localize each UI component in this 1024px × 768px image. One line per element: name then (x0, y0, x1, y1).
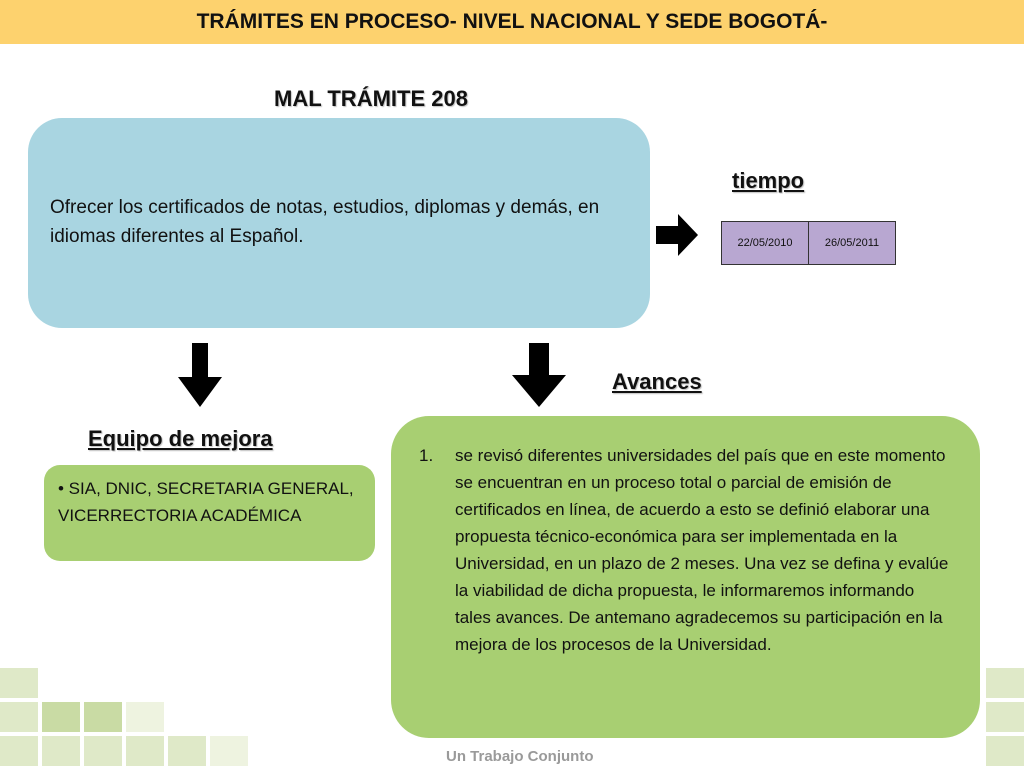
arrow-down-icon (178, 343, 222, 407)
arrow-right-icon (656, 214, 698, 256)
avance-text: se revisó diferentes universidades del país que en este momento se encuentran en un proceso total o parcial de emisión de certificados en línea, de acuerdo a esto se definió elaborar una propuesta técnico-económica para ser implementada en la Universidad, en un plazo de 2 meses. Una vez se defina y evalúe la viabilidad de dicha propuesta, le informaremos informando tales avances. De antemano agradecemos su participación en la mejora de los procesos de la Universidad. (455, 446, 949, 654)
avances-label: Avances (612, 369, 702, 394)
end-date: 26/05/2011 (809, 222, 896, 265)
arrow-down-icon (512, 343, 566, 407)
page-title: TRÁMITES EN PROCESO- NIVEL NACIONAL Y SEDE BOGOTÁ- (196, 10, 828, 33)
tiempo-table (721, 221, 896, 265)
avance-number: 1. (419, 446, 434, 465)
header-bar (0, 0, 1024, 44)
equipo-members: • SIA, DNIC, SECRETARIA GENERAL, VICERRECTORIA ACADÉMICA (58, 479, 354, 525)
tramite-title: MAL TRÁMITE 208 (274, 86, 468, 111)
equipo-box (44, 465, 375, 561)
footer-logo-text: Un Trabajo Conjunto (446, 748, 594, 765)
equipo-label: Equipo de mejora (88, 426, 273, 451)
tiempo-label: tiempo (732, 168, 805, 193)
description-text: Ofrecer los certificados de notas, estudios, diplomas y demás, en idiomas diferentes al Español. (50, 197, 600, 247)
avances-box (391, 416, 980, 738)
description-box (28, 118, 650, 328)
start-date: 22/05/2010 (722, 222, 809, 265)
